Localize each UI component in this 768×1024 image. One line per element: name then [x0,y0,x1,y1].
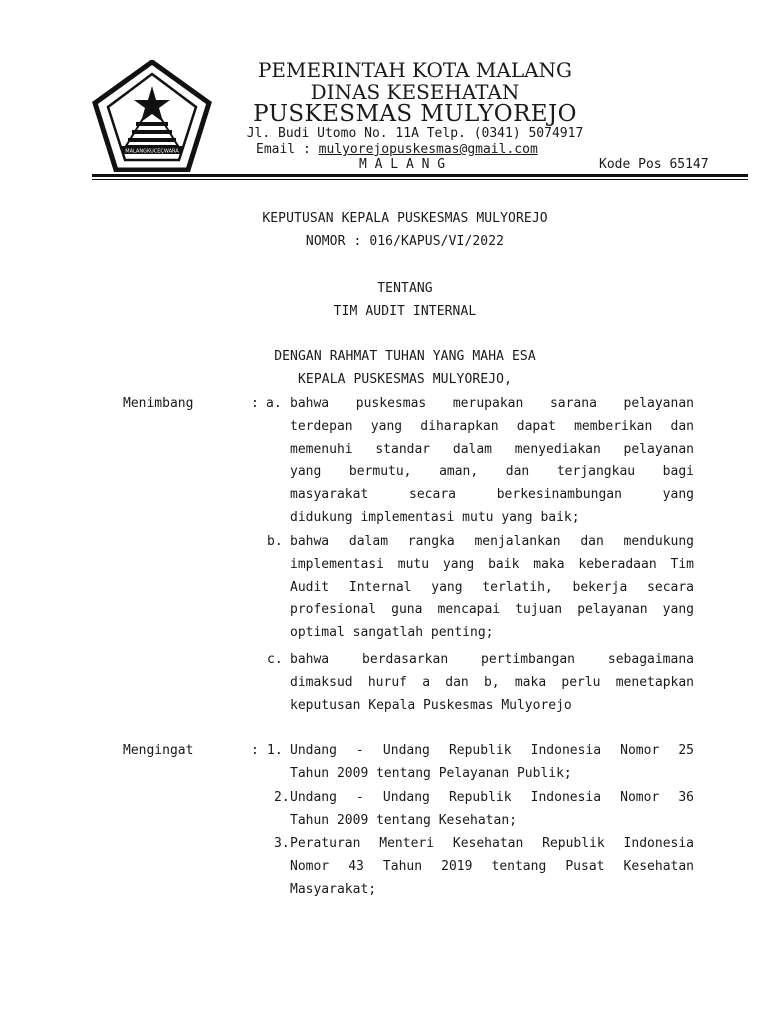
text-line: Nomor 43 Tahun 2019 tentang Pusat Kesehatan [290,858,694,874]
text-line: dimaksud huruf a dan b, maka perlu menetapkan [290,674,694,690]
mengingat-item-2 [290,787,694,833]
decree-about: TENTANG [377,281,433,296]
text-line: Tahun 2009 tentang Kesehatan; [290,812,517,828]
text-line: implementasi mutu yang baik maka keberadaan Tim [290,556,694,572]
text-line: masyarakat secara berkesinambungan yang [290,487,694,503]
decree-blessing: DENGAN RAHMAT TUHAN YANG MAHA ESA [274,349,536,364]
text-line: terdepan yang diharapkan dapat memberikan dan [290,418,694,434]
mengingat-colon: : [251,743,259,758]
text-line: profesional guna mencapai tujuan pelayanan yang [290,602,694,618]
mengingat-item-3 [290,833,694,901]
menimbang-marker-b: b. [267,534,283,549]
text-line: keputusan Kepala Puskesmas Mulyorejo [290,697,572,713]
text-line: Undang - Undang Republik Indonesia Nomor 36 [290,790,694,805]
text-line: Masyarakat; [290,881,377,897]
menimbang-item-b [290,531,694,645]
text-line: bahwa dalam rangka menjalankan dan mendukung [290,534,694,549]
letterhead-email-row [256,142,538,157]
letterhead-rule-thick [92,174,748,177]
city-emblem-logo [92,60,212,172]
text-line: didukung implementasi mutu yang baik; [290,509,580,525]
letterhead-rule-thin [92,179,748,180]
menimbang-colon: : [251,396,259,411]
letterhead-city: M A L A N G [359,157,446,172]
letterhead-institution: PUSKESMAS MULYOREJO [253,101,577,127]
letterhead-address: Jl. Budi Utomo No. 11A Telp. (0341) 5074917 [246,126,584,141]
text-line: bahwa berdasarkan pertimbangan sebagaimana [290,652,694,667]
mengingat-marker-1: 1. [267,743,283,758]
menimbang-marker-a: a. [266,396,282,411]
letterhead-agency: DINAS KESEHATAN [310,80,520,104]
menimbang-label: Menimbang [123,396,194,411]
menimbang-item-a [290,393,694,530]
text-line: Peraturan Menteri Kesehatan Republik Indonesia [290,836,694,851]
decree-number: NOMOR : 016/KAPUS/VI/2022 [305,234,505,249]
decree-title: KEPUTUSAN KEPALA PUSKESMAS MULYOREJO [262,211,548,226]
email-label: Email : [256,142,319,157]
text-line: memenuhi standar dalam menyediakan pelayanan [290,441,694,457]
text-line: Undang - Undang Republik Indonesia Nomor 25 [290,743,694,758]
mengingat-label: Mengingat [123,743,194,758]
text-line: Tahun 2009 tentang Pelayanan Publik; [290,765,572,781]
logo-motto: MALANGKUCEÇWARA [125,148,179,155]
text-line: yang bermutu, aman, dan terjangkau bagi [290,464,694,480]
mengingat-item-1 [290,740,694,786]
text-line: bahwa puskesmas merupakan sarana pelayanan [290,396,694,411]
mengingat-marker-3: 3. [274,836,290,851]
email-link[interactable]: mulyorejopuskesmas@gmail.com [318,142,538,157]
text-line: optimal sangatlah penting; [290,625,494,641]
decree-authority: KEPALA PUSKESMAS MULYOREJO, [297,372,513,387]
mengingat-marker-2: 2. [274,790,290,805]
menimbang-item-c [290,649,694,717]
text-line: Audit Internal yang terlatih, bekerja secara [290,579,694,595]
decree-subject: TIM AUDIT INTERNAL [333,304,477,319]
letterhead-postal-code: Kode Pos 65147 [599,157,709,172]
menimbang-marker-c: c. [267,652,283,667]
letterhead-government: PEMERINTAH KOTA MALANG [257,58,573,82]
